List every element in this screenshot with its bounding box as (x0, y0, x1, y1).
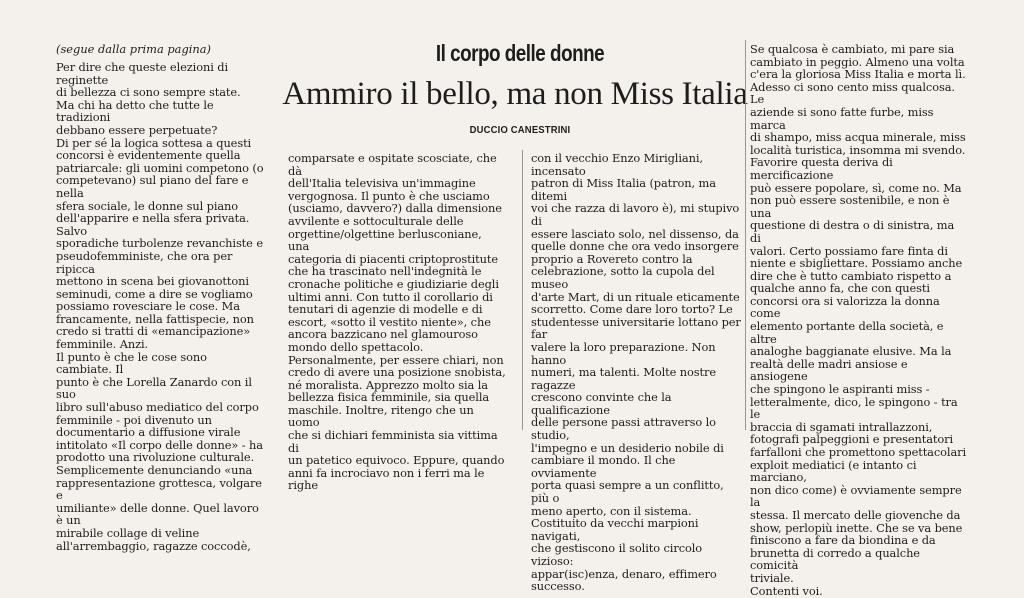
byline: DUCCIO CANESTRINI (469, 124, 571, 136)
column-divider (522, 150, 523, 430)
article-column-1: Per dire che queste elezioni di reginette di bellezza ci sono sempre state. Ma chi ha detto che tutte le tradizioni debbano essere perpetuate? Di per sé la logica sottesa a questi concorsi è evidentemente quella patriarcale: gli uomini competono (o competevano) sul piano del fare e nella sfera sociale, le donne sul piano dell'apparire e nella sfera privata. Salvo sporadiche turbolenze revanchiste e pseudofemministe, che ora per ripicca mettono in scena bei giovanottoni seminudi, come a dire se vogliamo possiamo rovesciare le cose. Ma francamente, nella fattispecie, non credo si tratti di «emancipazione» femminile. Anzi. Il punto è che le cose sono cambiate. Il punto è che Lorella Zanardo con il suo libro sull'abuso mediatico del corpo femminile - poi divenuto un documentario a diffusione virale intitolato «Il corpo delle donne» - ha prodotto una rivoluzione culturale. Semplicemente denunciando «una rappresentazione grottesca, volgare e umiliante» delle donne. Quel lavoro è un mirabile collage di veline all'arrembaggio, ragazze coccodè, (56, 60, 264, 553)
column-divider (745, 40, 746, 430)
article-column-3: con il vecchio Enzo Mirigliani, incensato patron di Miss Italia (patron, ma ditemi voi che razza di lavoro è), mi stupivo di essere lasciato solo, nel dissenso, da quelle donne che ora vedo insorgere proprio a Rovereto contro la celebrazione, sotto la cupola del museo d'arte Mart, di un rituale eticamente scorretto. Come dare loro torto? Le studentesse universitarie lottano per far valere la loro preparazione. Non hanno numeri, ma talenti. Molte nostre ragazze crescono convinte che la qualificazione delle persone passi attraverso lo studio, l'impegno e un desiderio nobile di cambiare il mondo. Il che ovviamente porta quasi sempre a un conflitto, più o meno aperto, con il sistema. Costituito da vecchi marpioni navigati, che gestiscono il solito circolo vizioso: appar(isc)enza, denaro, effimero successo. (531, 151, 741, 594)
article-column-4: Se qualcosa è cambiato, mi pare sia cambiato in peggio. Almeno una volta c'era la gloriosa Miss Italia e morta lì. Adesso ci sono cento miss qualcosa. Le aziende si sono fatte furbe, miss marca di shampo, miss acqua minerale, miss località turistica, insomma mi svendo. Favorire questa deriva di mercificazione può essere popolare, sì, come no. Ma non può essere sostenibile, e non è una questione di destra o di sinistra, ma di valori. Certo possiamo fare finta di niente e sbigliettare. Possiamo anche dire che è tutto cambiato rispetto a qualche anno fa, che con questi concorsi ora si valorizza la donna come elemento portante della società, e altre analoghe baggianate elusive. Ma la realtà delle madri ansiose e ansiogene che spingono le aspiranti miss - letteralmente, dico, le spingono - tra le braccia di sgamati intrallazzoni, fotografi palpeggioni e presentatori farfalloni che promettono spettacolari exploit mediatici (e intanto ci marciano, non dico come) è ovviamente sempre la stessa. Il mercato delle giovenche da show, perlopiù inette. Che se va bene finiscono a fare da biondina e da brunetta di corredo a qualche comicità triviale. Contenti voi. (750, 42, 967, 598)
article-column-2: comparsate e ospitate scosciate, che dà dell'Italia televisiva un'immagine vergognosa. Il punto è che usciamo (usciamo, davvero?) dalla dimensione avvilente e sottoculturale delle orgettine/olgettine berlusconiane, una categoria di piacenti criptoprostitute che ha trascinato nell'indegnità le cronache politiche e giudiziarie degli ultimi anni. Con tutto il corollario di tenutari di agenzie di modelle e di escort, «sotto il vestito niente», che ancora bazzicano nel glamouroso mondo dello spettacolo. Personalmente, per essere chiari, non credo di avere una posizione snobista, né moralista. Apprezzo molto sia la bellezza fisica femminile, sia quella maschile. Inoltre, ritengo che un uomo che si dichiari femminista sia vittima di un patetico equivoco. Eppure, quando anni fa incrociavo non i ferri ma le righe (288, 151, 506, 493)
headline: Ammiro il bello, ma non Miss Italia (282, 76, 748, 112)
section-kicker: Il corpo delle donne (435, 40, 605, 66)
continuation-note: (segue dalla prima pagina) (56, 42, 211, 56)
